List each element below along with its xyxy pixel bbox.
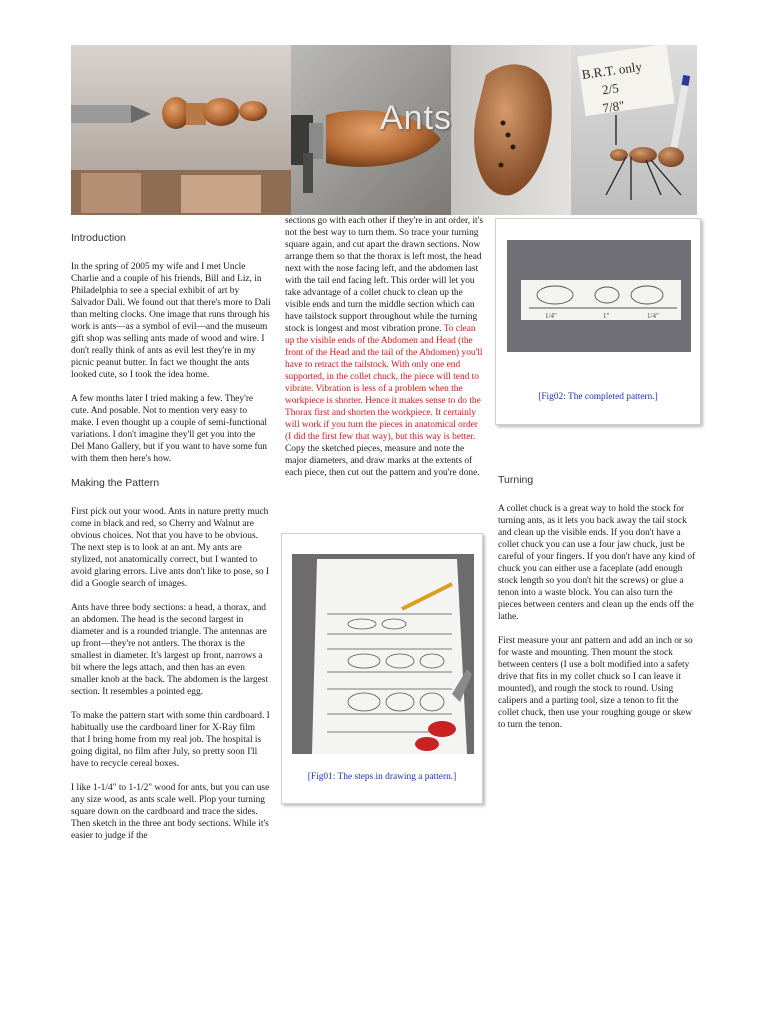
header-banner xyxy=(71,45,697,215)
figure-02 xyxy=(495,218,701,425)
paragraph-text: Copy the sketched pieces, measure and note the major diameters, and draw marks at the extents of each piece, then cut out the pattern and you're done. xyxy=(285,444,480,478)
paragraph: First measure your ant pattern and add an inch or so for waste and mounting. Then mount the stock between centers (I use a bolt modified into a safety drive that fits in my collet chuck so I can leave it mounted), and rough the stock to round. Using calipers and a parting tool, size a tenon to fit the collet chuck, then use your roughing gouge or skew to turn the tenon. xyxy=(498,636,693,730)
paragraph: A few months later I tried making a few. They're cute. And posable. Not to mention very easy to make. I even thought up a couple of semi-functional variations. I don't imagine they'll get you into the Del Mano Gallery, but if you want to have some fun with them then here's how. xyxy=(71,394,268,464)
paragraph-text: sections go with each other if they're in ant order, it's not the best way to turn them. So trace your turning square again, and cut apart the drawn sections. Now arrange them so that the thorax is left most, the head next with the nose facing left, and the abdomen last with the tail end facing left. This order will let you take advantage of a collet chuck to clean up the visible ends and turn the middle section which can have tailstock support throughout while the turning stock is longest and most vibration prone. xyxy=(285,216,483,334)
paragraph: Ants have three body sections: a head, a thorax, and an abdomen. The head is the second largest in diameter and is a rounded triangle. The antennas are up front—they're not antlers. The thorax is the smallest in diameter. It's largest up front, narrows a bit where the legs attach, and then has an even smaller knob at the back. The abdomen is the largest section. It resembles a pointed egg. xyxy=(71,603,268,697)
heading-making-pattern: Making the Pattern xyxy=(71,477,160,489)
figure-01-caption: [Fig01: The steps in drawing a pattern.] xyxy=(307,772,457,782)
column-middle xyxy=(285,215,485,491)
svg-text:2/5: 2/5 xyxy=(601,80,620,98)
figure-01 xyxy=(281,533,483,804)
paragraph: In the spring of 2005 my wife and I met Uncle Charlie and a couple of his friends, Bill and Liz, in Philadelphia to see a special exhibit of art by Salvador Dali. We found out that there's more to Dali than melting clocks. One image that runs through his work is ants—as a symbol of evil—and the museum gift shop was selling ants made of wood and wire. I don't really think of ants as evil lest they're in my picnic peanut butter. In fact we thought the ants looked cute, so I took the idea home. xyxy=(71,262,271,380)
figure-02-caption: [Fig02: The completed pattern.] xyxy=(538,392,658,402)
column-right xyxy=(498,472,698,743)
svg-text:7/8": 7/8" xyxy=(601,97,626,116)
page-title: Ants xyxy=(380,99,453,137)
figure-02-mark: 1/4" xyxy=(545,312,557,320)
paragraph: I like 1-1/4" to 1-1/2" wood for ants, but you can use any size wood, as ants scale well. Plop your turning square down on the cardboard and trace the sides. Then sketch in the three ant body sections. While it's easier to judge if the xyxy=(71,783,270,841)
figure-02-image xyxy=(507,240,691,352)
figure-02-mark: 1" xyxy=(603,312,610,320)
paragraph: First pick out your wood. Ants in nature pretty much come in black and red, so Cherry and Walnut are obvious choices. Not that you have to be obvious. The next step is to look at an ant. My ants are stylized, not anatomically correct, but I wanted to avoid glaring errors. Live ants don't like to pose, so I did a Google search of images. xyxy=(71,507,270,589)
paragraph: To make the pattern start with some thin cardboard. I habitually use the cardboard liner for X-Ray film that I bring home from my real job. The hospital is going digital, no film after July, so pretty soon I'll have to recycle cereal boxes. xyxy=(71,711,270,769)
paragraph: A collet chuck is a great way to hold the stock for turning ants, as it lets you back away the tail stock and clean up the visible ends. If you don't have a collet chuck you can use a four jaw chuck, just be careful of your fingers. If you don't have any kind of chuck you can either use a faceplate (add enough stock length so you don't hit the screws) or glue a tenon into a waste block. You can also turn the pieces between centers and clean up the ends off the lathe. xyxy=(498,504,696,622)
figure-01-image xyxy=(292,554,492,766)
paragraph xyxy=(285,215,485,479)
heading-introduction: Introduction xyxy=(71,232,126,244)
highlighted-text: To clean up the visible ends of the Abdomen and Head (the front of the Head and the tail of the Abdomen) you'll have to retract the tailstock. With only one end supported, in the collet chuck, the piece will tend to vibrate. Vibration is less of a problem when the workpiece is shorter. Hence it makes sense to do the Thorax first and shorten the workpiece. It certainly will work if you turn the pieces in anatomical order (I did the first few that way), but this way is better. xyxy=(285,324,483,442)
svg-text:B.R.T. only: B.R.T. only xyxy=(580,58,643,83)
heading-turning: Turning xyxy=(498,474,534,486)
column-left xyxy=(71,230,271,854)
figure-02-mark: 1/4" xyxy=(647,312,659,320)
